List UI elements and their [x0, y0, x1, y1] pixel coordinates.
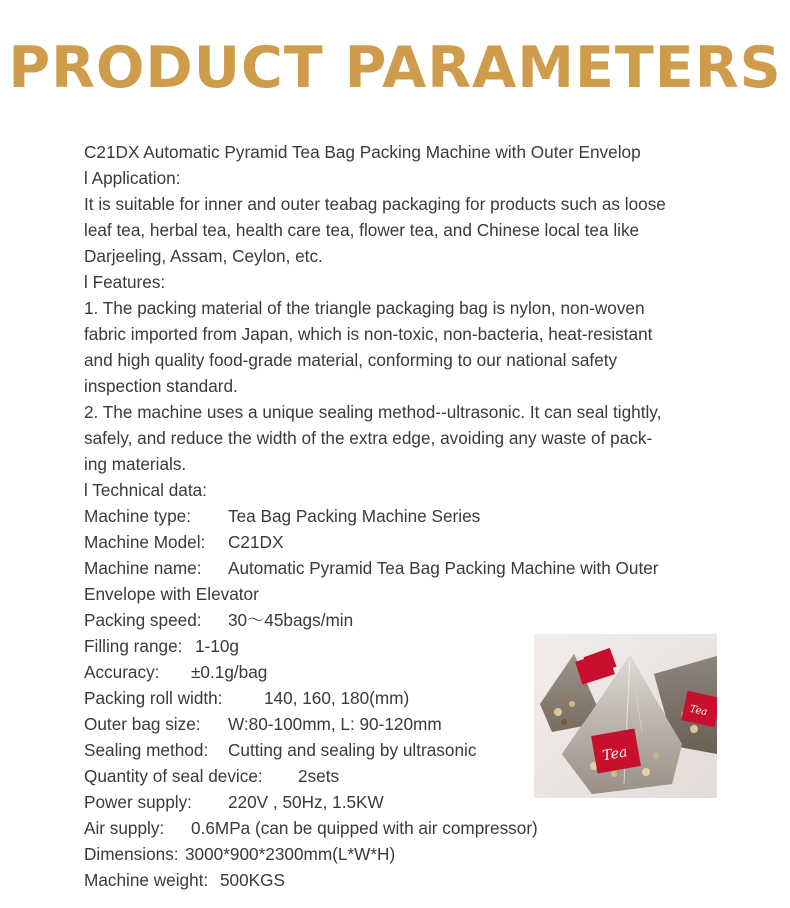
- spec-machine-name: [84, 555, 724, 581]
- spec-value: 1-10g: [195, 636, 239, 656]
- spec-value: 0.6MPa (can be quipped with air compressor): [191, 818, 538, 838]
- spec-packing-speed: [84, 607, 724, 633]
- tea-bag-illustration: [534, 634, 717, 798]
- technical-heading: l Technical data:: [84, 480, 207, 500]
- spec-value: ±0.1g/bag: [191, 662, 268, 682]
- application-line: Darjeeling, Assam, Ceylon, etc.: [84, 246, 323, 266]
- spec-value: Cutting and sealing by ultrasonic: [228, 740, 477, 760]
- page-title: PRODUCT PARAMETERS: [8, 35, 782, 101]
- tea-bag-photo: [534, 634, 717, 798]
- spec-label: Machine weight:: [84, 870, 209, 890]
- svg-text:Tea: Tea: [688, 703, 709, 719]
- spec-weight: [84, 867, 724, 893]
- features-line: 2. The machine uses a unique sealing method--ultrasonic. It can seal tightly,: [84, 402, 662, 422]
- application-line: leaf tea, herbal tea, health care tea, flower tea, and Chinese local tea like: [84, 220, 640, 240]
- header-line: C21DX Automatic Pyramid Tea Bag Packing Machine with Outer Envelop: [84, 142, 641, 162]
- spec-label: Machine Model:: [84, 532, 206, 552]
- features-line: safely, and reduce the width of the extra edge, avoiding any waste of pack-: [84, 428, 653, 448]
- spec-label: Outer bag size:: [84, 714, 201, 734]
- spec-label: Sealing method:: [84, 740, 209, 760]
- application-heading: l Application:: [84, 168, 181, 188]
- features-line: 1. The packing material of the triangle packaging bag is nylon, non-woven: [84, 298, 645, 318]
- spec-value: 500KGS: [220, 870, 285, 890]
- features-line: and high quality food-grade material, conforming to our national safety: [84, 350, 618, 370]
- spec-label: Packing roll width:: [84, 688, 223, 708]
- spec-value: 140, 160, 180(mm): [264, 688, 410, 708]
- tea-tag-label: Tea: [601, 744, 629, 765]
- features-line: fabric imported from Japan, which is non-toxic, non-bacteria, heat-resistant: [84, 324, 653, 344]
- spec-label: Filling range:: [84, 636, 183, 656]
- spec-label: Quantity of seal device:: [84, 766, 263, 786]
- spec-label: Dimensions:: [84, 844, 179, 864]
- features-line: ing materials.: [84, 454, 187, 474]
- spec-label: Power supply:: [84, 792, 192, 812]
- spec-value: C21DX: [228, 532, 284, 552]
- spec-value: 2sets: [298, 766, 340, 786]
- spec-machine-model: [84, 529, 724, 555]
- spec-value: 3000*900*2300mm(L*W*H): [185, 844, 396, 864]
- spec-value: Automatic Pyramid Tea Bag Packing Machine with Outer: [228, 558, 659, 578]
- spec-air: [84, 815, 724, 841]
- spec-dimensions: [84, 841, 724, 867]
- application-line: It is suitable for inner and outer teabag packaging for products such as loose: [84, 194, 666, 214]
- spec-label: Air supply:: [84, 818, 165, 838]
- spec-value: W:80-100mm, L: 90-120mm: [228, 714, 442, 734]
- spec-machine-type: [84, 503, 724, 529]
- spec-value: Tea Bag Packing Machine Series: [228, 506, 481, 526]
- features-line: inspection standard.: [84, 376, 238, 396]
- spec-label: Packing speed:: [84, 610, 202, 630]
- spec-label: Machine type:: [84, 506, 192, 526]
- spec-value: 30～45bags/min: [228, 610, 354, 630]
- spec-label: Accuracy:: [84, 662, 160, 682]
- spec-value: 220V , 50Hz, 1.5KW: [228, 792, 384, 812]
- spec-label: Machine name:: [84, 558, 202, 578]
- features-heading: l Features:: [84, 272, 166, 292]
- spec-machine-name-cont: Envelope with Elevator: [84, 584, 259, 604]
